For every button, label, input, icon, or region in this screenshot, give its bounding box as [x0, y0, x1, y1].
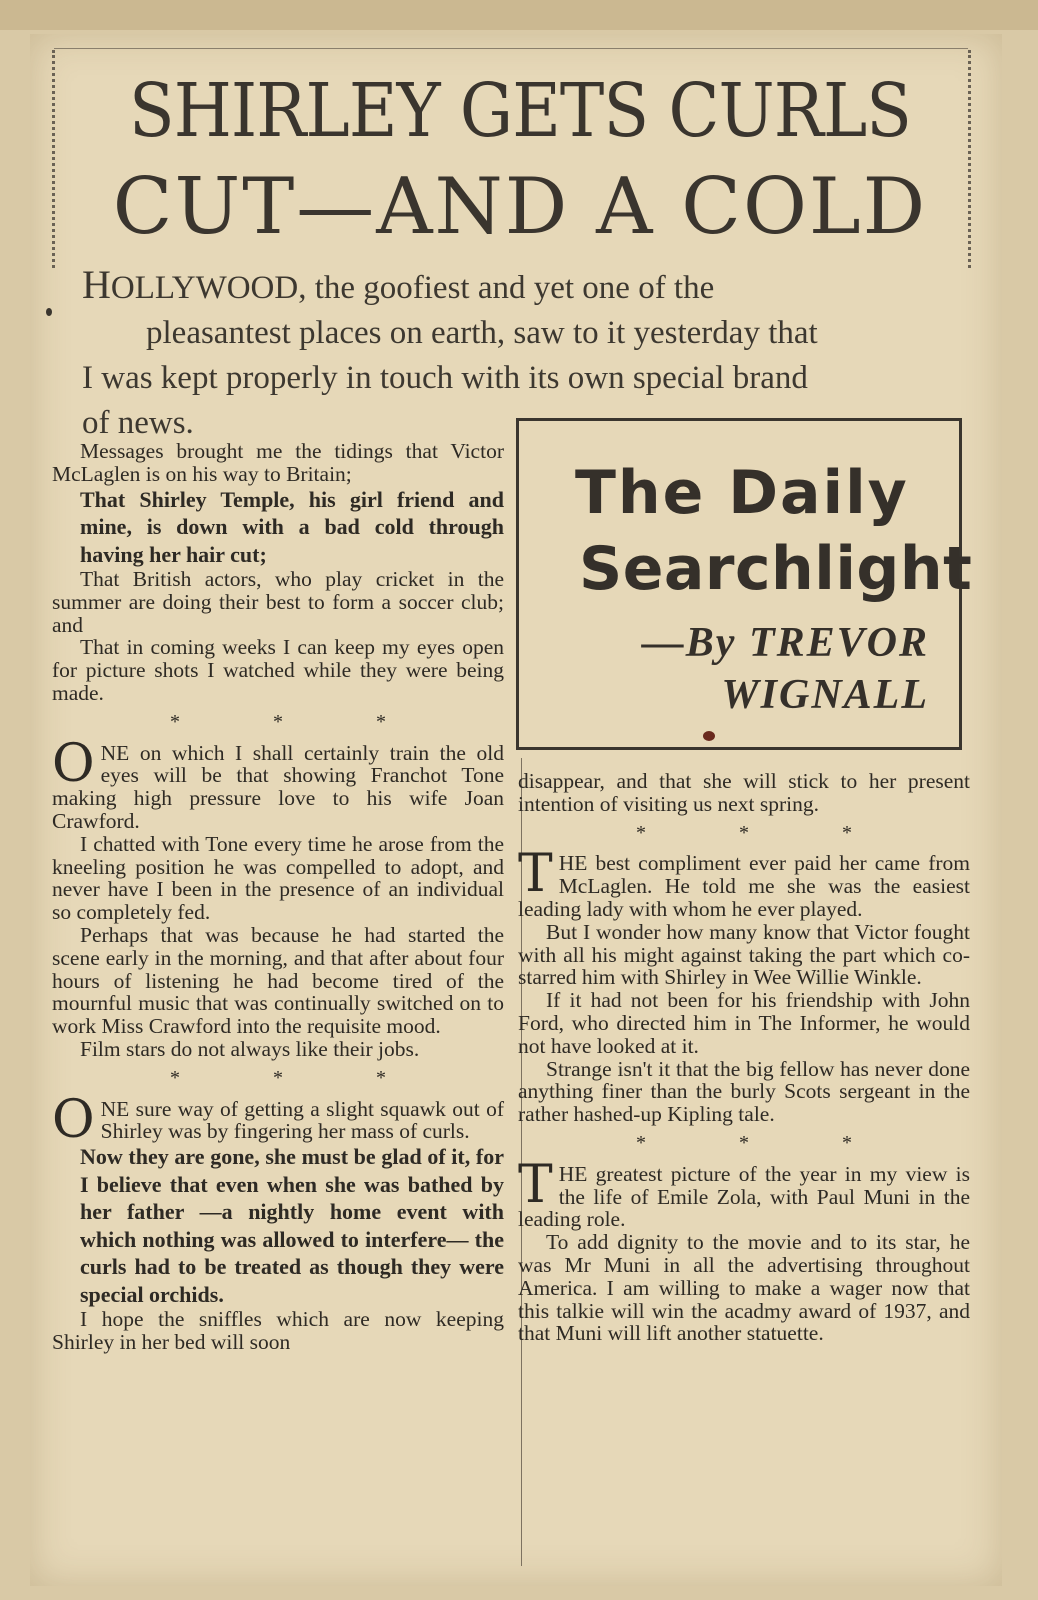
- paragraph: Strange isn't it that the big fellow has never done anything finer than the burly Scots sergeant in the rather hashed-up Kipling tale.: [518, 1056, 970, 1127]
- article-column-left: [52, 440, 504, 1354]
- drop-cap: T: [518, 844, 553, 905]
- lede-line-4: of news.: [82, 405, 194, 441]
- paragraph: Perhaps that was because he had started the scene early in the morning, and that after about four hours of listening he had become tired of the mournful music that was continually switched on to work Miss Crawford into the requisite mood.: [52, 923, 504, 1039]
- paragraph: I hope the sniffles which are now keeping Shirley in her bed will soon: [52, 1307, 504, 1355]
- column-title-box: [516, 418, 973, 750]
- article-column-right: [518, 770, 970, 1345]
- paragraph: THE greatest picture of the year in my view is the life of Emile Zola, with Paul Muni in the leading role.: [518, 1154, 970, 1232]
- drop-cap: T: [518, 1154, 553, 1215]
- paragraph: I chatted with Tone every time he arose from the kneeling position he was compelled to adopt, and never have I been in the presence of an individual so completely fed.: [52, 831, 504, 925]
- paragraph: To add dignity to the movie and to its star, he was Mr Muni in all the advertising throughout America. I am willing to make a wager now that this talkie will win the acadmy award of 1937, and that Muni will lift another statuette.: [518, 1230, 970, 1346]
- top-rule: [54, 48, 968, 49]
- lede-line-1: OLLYWOOD, the goofiest and yet one of the: [110, 270, 715, 306]
- headline-line-2: CUT—AND A COLD: [112, 162, 928, 252]
- drop-cap: O: [52, 733, 95, 794]
- ink-spot: [46, 308, 52, 316]
- section-separator-stars: * * *: [636, 821, 896, 844]
- ink-spot: [703, 731, 715, 741]
- section-separator-stars: * * *: [636, 1131, 896, 1154]
- paragraph: ONE sure way of getting a slight squawk out of Shirley was by fingering her mass of curls.: [52, 1089, 504, 1150]
- lede-line-3: I was kept properly in touch with its own special brand: [82, 360, 808, 396]
- paragraph: THE best compliment ever paid her came from McLaglen. He told me she was the easiest leading lady with whom he ever played.: [518, 844, 970, 921]
- bold-paragraph: Now they are gone, she must be glad of it, for I believe that even when she was bathed by her father —a nightly home event with which nothing was allowed to interfere— the curls had to be treated as though they were special orchids.: [80, 1144, 504, 1307]
- paragraph: ONE on which I shall certainly train the old eyes will be that showing Franchot Tone making high pressure love to his wife Joan Crawford.: [52, 733, 504, 834]
- paragraph: If it had not been for his friendship with John Ford, who directed him in The Informer, he would not have looked at it.: [518, 988, 970, 1058]
- headline-line-1: SHIRLEY GETS CURLS: [128, 68, 912, 154]
- byline-line-1: —By TREVOR: [641, 620, 929, 666]
- paragraph: But I wonder how many know that Victor fought with all his might against taking the part which co-starred him with Shirley in Wee Willie Winkle.: [518, 919, 970, 990]
- lede-drop-cap: H: [82, 262, 111, 307]
- drop-cap: O: [52, 1089, 95, 1150]
- column-title-line-1: The Daily: [575, 458, 909, 528]
- author-byline: [642, 617, 929, 721]
- paragraph: That British actors, who play cricket in the summer are doing their best to form a soccer club; and: [52, 567, 504, 637]
- column-title-line-2: Searchlight: [579, 534, 973, 604]
- section-separator-stars: * * *: [170, 710, 430, 733]
- section-separator-stars: * * *: [170, 1066, 430, 1089]
- bold-paragraph: That Shirley Temple, his girl friend and mine, is down with a bad cold through having her hair cut;: [80, 486, 504, 567]
- byline-line-2: WIGNALL: [721, 672, 929, 718]
- paragraph: Film stars do not always like their jobs.: [80, 1037, 420, 1062]
- paragraph: Messages brought me the tidings that Victor McLaglen is on his way to Britain;: [52, 439, 504, 486]
- paragraph: disappear, and that she will stick to her present intention of visiting us next spring.: [518, 769, 970, 816]
- scan-top-edge: [0, 0, 1038, 30]
- lede-line-2: pleasantest places on earth, saw to it yesterday that: [146, 315, 818, 351]
- paragraph: That in coming weeks I can keep my eyes open for picture shots I watched while they were being made.: [52, 635, 504, 706]
